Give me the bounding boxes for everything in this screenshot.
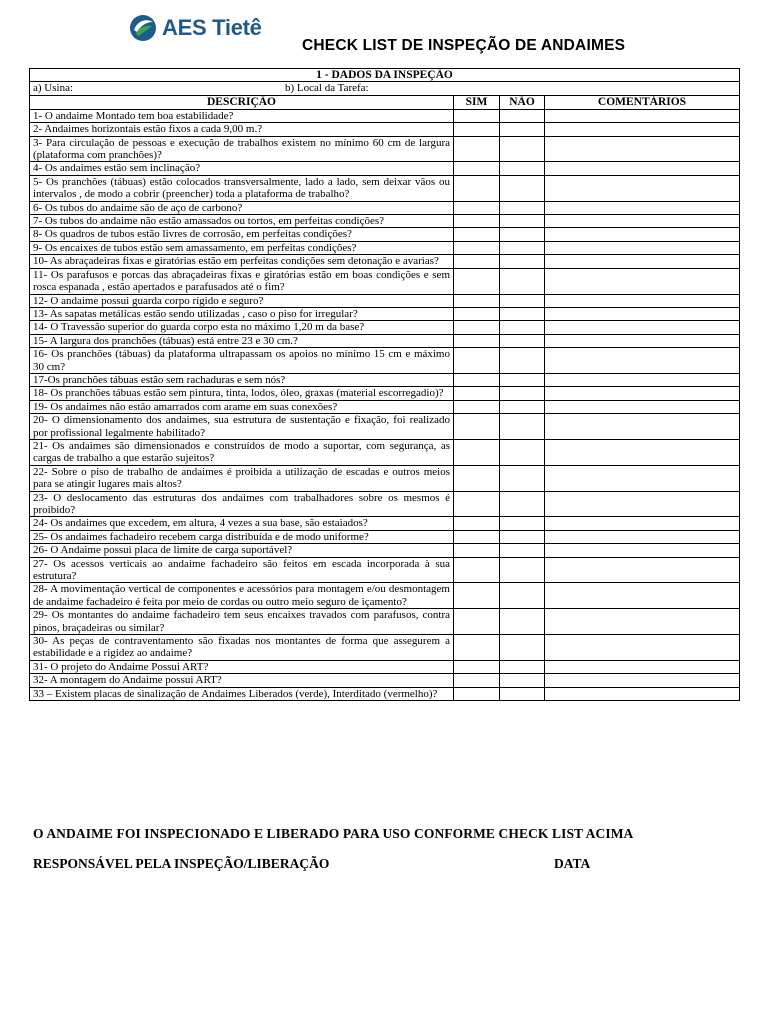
checklist-row bbox=[30, 294, 740, 307]
checklist-row bbox=[30, 373, 740, 386]
comment-cell[interactable] bbox=[545, 414, 740, 440]
nao-cell[interactable] bbox=[500, 414, 545, 440]
column-header-row bbox=[30, 95, 740, 109]
comment-cell[interactable] bbox=[545, 109, 740, 122]
item-description: 13- As sapatas metálicas estão sendo utilizadas , caso o piso for irregular? bbox=[30, 307, 454, 320]
sim-cell[interactable] bbox=[454, 268, 500, 294]
nao-cell[interactable] bbox=[500, 162, 545, 175]
responsavel-label: RESPONSÁVEL PELA INSPEÇÃO/LIBERAÇÃO bbox=[33, 856, 330, 871]
item-description: 4- Os andaimes estão sem inclinação? bbox=[30, 162, 454, 175]
sim-cell[interactable] bbox=[454, 439, 500, 465]
comment-cell[interactable] bbox=[545, 268, 740, 294]
checklist-row bbox=[30, 517, 740, 530]
checklist-row bbox=[30, 334, 740, 347]
sim-cell[interactable] bbox=[454, 557, 500, 583]
sim-cell[interactable] bbox=[454, 583, 500, 609]
item-description: 23- O deslocamento das estruturas dos andaimes com trabalhadores sobre os mesmos é proibido? bbox=[30, 491, 454, 517]
sim-cell[interactable] bbox=[454, 674, 500, 687]
nao-cell[interactable] bbox=[500, 175, 545, 201]
comment-cell[interactable] bbox=[545, 307, 740, 320]
checklist-row bbox=[30, 162, 740, 175]
comment-cell[interactable] bbox=[545, 674, 740, 687]
sim-cell[interactable] bbox=[454, 123, 500, 136]
checklist-row bbox=[30, 215, 740, 228]
checklist-row bbox=[30, 544, 740, 557]
nao-cell[interactable] bbox=[500, 674, 545, 687]
nao-cell[interactable] bbox=[500, 517, 545, 530]
sim-cell[interactable] bbox=[454, 294, 500, 307]
sim-cell[interactable] bbox=[454, 491, 500, 517]
item-description: 16- Os pranchões (tábuas) da plataforma ultrapassam os apoios no mínimo 15 cm e máximo 30 cm? bbox=[30, 348, 454, 374]
company-logo bbox=[128, 10, 262, 46]
sim-cell[interactable] bbox=[454, 255, 500, 268]
item-description: 32- A montagem do Andaime possui ART? bbox=[30, 674, 454, 687]
item-description: 3- Para circulação de pessoas e execução de trabalhos existem no mínimo 60 cm de largura (plataforma com pranchões)? bbox=[30, 136, 454, 162]
checklist-row bbox=[30, 175, 740, 201]
item-description: 11- Os parafusos e porcas das abraçadeiras fixas e giratórias estão em boas condições e sem rosca espanada , estão apertados e parafusados até o fim? bbox=[30, 268, 454, 294]
item-description: 28- A movimentação vertical de componentes e acessórios para montagem e/ou desmontagem de andaime fachadeiro é feita por meio de cordas ou outro meio seguro de içamento? bbox=[30, 583, 454, 609]
comment-cell[interactable] bbox=[545, 123, 740, 136]
comment-cell[interactable] bbox=[545, 373, 740, 386]
item-description: 9- Os encaixes de tubos estão sem amassamento, em perfeitas condições? bbox=[30, 241, 454, 254]
item-description: 21- Os andaimes são dimensionados e construídos de modo a suportar, com segurança, as cargas de trabalho a que estarão sujeitos? bbox=[30, 439, 454, 465]
comment-cell[interactable] bbox=[545, 228, 740, 241]
item-description: 25- Os andaimes fachadeiro recebem carga distribuída e de modo uniforme? bbox=[30, 530, 454, 543]
item-description: 30- As peças de contraventamento são fixadas nos montantes de forma que assegurem a estabilidade e a rigidez ao andaime? bbox=[30, 635, 454, 661]
comment-cell[interactable] bbox=[545, 609, 740, 635]
checklist-row bbox=[30, 400, 740, 413]
checklist-row bbox=[30, 136, 740, 162]
comment-cell[interactable] bbox=[545, 201, 740, 214]
comment-cell[interactable] bbox=[545, 583, 740, 609]
nao-cell[interactable] bbox=[500, 109, 545, 122]
checklist-row bbox=[30, 635, 740, 661]
aes-logo-icon bbox=[128, 13, 158, 43]
sim-cell[interactable] bbox=[454, 387, 500, 400]
checklist-row bbox=[30, 123, 740, 136]
item-description: 18- Os pranchões tábuas estão sem pintura, tinta, lodos, óleo, graxas (material escorregadio)? bbox=[30, 387, 454, 400]
checklist-row bbox=[30, 660, 740, 673]
sim-cell[interactable] bbox=[454, 109, 500, 122]
nao-cell[interactable] bbox=[500, 228, 545, 241]
comment-cell[interactable] bbox=[545, 348, 740, 374]
inspection-data-row bbox=[30, 82, 740, 95]
checklist-row bbox=[30, 241, 740, 254]
item-description: 6- Os tubos do andaime são de aço de carbono? bbox=[30, 201, 454, 214]
item-description: 20- O dimensionamento dos andaimes, sua estrutura de sustentação e fixação, foi realizado por profissional legalmente habilitado? bbox=[30, 414, 454, 440]
nao-cell[interactable] bbox=[500, 348, 545, 374]
sim-cell[interactable] bbox=[454, 241, 500, 254]
sim-cell[interactable] bbox=[454, 175, 500, 201]
comment-cell[interactable] bbox=[545, 491, 740, 517]
sim-cell[interactable] bbox=[454, 348, 500, 374]
checklist-row bbox=[30, 687, 740, 700]
sim-cell[interactable] bbox=[454, 334, 500, 347]
column-descricao: DESCRIÇÃO bbox=[30, 95, 454, 109]
comment-cell[interactable] bbox=[545, 321, 740, 334]
item-description: 19- Os andaimes não estão amarrados com arame em suas conexões? bbox=[30, 400, 454, 413]
nao-cell[interactable] bbox=[500, 609, 545, 635]
checklist-row bbox=[30, 255, 740, 268]
checklist-row bbox=[30, 307, 740, 320]
item-description: 26- O Andaime possui placa de limite de carga suportável? bbox=[30, 544, 454, 557]
sim-cell[interactable] bbox=[454, 215, 500, 228]
item-description: 29- Os montantes do andaime fachadeiro tem seus encaixes travados com parafusos, contra pinos, braçadeiras ou similar? bbox=[30, 609, 454, 635]
date-label: DATA bbox=[554, 856, 591, 871]
usina-label: a) Usina: bbox=[33, 82, 74, 95]
checklist-row bbox=[30, 201, 740, 214]
sim-cell[interactable] bbox=[454, 373, 500, 386]
item-description: 17-Os pranchões tábuas estão sem rachaduras e sem nós? bbox=[30, 373, 454, 386]
comment-cell[interactable] bbox=[545, 635, 740, 661]
checklist-row bbox=[30, 321, 740, 334]
checklist-row bbox=[30, 439, 740, 465]
checklist-row bbox=[30, 609, 740, 635]
inspection-checklist-table bbox=[29, 68, 740, 701]
nao-cell[interactable] bbox=[500, 268, 545, 294]
comment-cell[interactable] bbox=[545, 136, 740, 162]
nao-cell[interactable] bbox=[500, 557, 545, 583]
logo-text: AES Tietê bbox=[162, 15, 262, 40]
comment-cell[interactable] bbox=[545, 557, 740, 583]
nao-cell[interactable] bbox=[500, 215, 545, 228]
nao-cell[interactable] bbox=[500, 687, 545, 700]
sim-cell[interactable] bbox=[454, 307, 500, 320]
comment-cell[interactable] bbox=[545, 400, 740, 413]
local-label: b) Local da Tarefa: bbox=[285, 82, 369, 95]
item-description: 31- O projeto do Andaime Possui ART? bbox=[30, 660, 454, 673]
comment-cell[interactable] bbox=[545, 387, 740, 400]
nao-cell[interactable] bbox=[500, 136, 545, 162]
page-title: CHECK LIST DE INSPEÇÃO DE ANDAIMES bbox=[302, 37, 626, 54]
comment-cell[interactable] bbox=[545, 241, 740, 254]
nao-cell[interactable] bbox=[500, 544, 545, 557]
nao-cell[interactable] bbox=[500, 465, 545, 491]
nao-cell[interactable] bbox=[500, 660, 545, 673]
comment-cell[interactable] bbox=[545, 465, 740, 491]
sim-cell[interactable] bbox=[454, 530, 500, 543]
comment-cell[interactable] bbox=[545, 660, 740, 673]
nao-cell[interactable] bbox=[500, 373, 545, 386]
item-description: 5- Os pranchões (tábuas) estão colocados transversalmente, lado a lado, sem deixar vãos ou intervalos , de modo a cobrir (preencher) toda a plataforma de trabalho? bbox=[30, 175, 454, 201]
item-description: 12- O andaime possui guarda corpo rígido e seguro? bbox=[30, 294, 454, 307]
nao-cell[interactable] bbox=[500, 530, 545, 543]
item-description: 33 – Existem placas de sinalização de Andaimes Liberados (verde), Interditado (vermelho)? bbox=[30, 687, 454, 700]
nao-cell[interactable] bbox=[500, 123, 545, 136]
checklist-row bbox=[30, 228, 740, 241]
section-header-row bbox=[30, 69, 740, 82]
sim-cell[interactable] bbox=[454, 660, 500, 673]
comment-cell[interactable] bbox=[545, 530, 740, 543]
checklist-row bbox=[30, 674, 740, 687]
checklist-row bbox=[30, 465, 740, 491]
comment-cell[interactable] bbox=[545, 255, 740, 268]
sim-cell[interactable] bbox=[454, 687, 500, 700]
sim-cell[interactable] bbox=[454, 544, 500, 557]
nao-cell[interactable] bbox=[500, 387, 545, 400]
comment-cell[interactable] bbox=[545, 334, 740, 347]
checklist-row bbox=[30, 530, 740, 543]
nao-cell[interactable] bbox=[500, 400, 545, 413]
comment-cell[interactable] bbox=[545, 439, 740, 465]
item-description: 10- As abraçadeiras fixas e giratórias estão em perfeitas condições sem detonação e avarias? bbox=[30, 255, 454, 268]
sim-cell[interactable] bbox=[454, 162, 500, 175]
column-sim: SIM bbox=[454, 95, 500, 109]
checklist-row bbox=[30, 268, 740, 294]
checklist-row bbox=[30, 583, 740, 609]
sim-cell[interactable] bbox=[454, 400, 500, 413]
item-description: 27- Os acessos verticais ao andaime fachadeiro são feitos em escada incorporada à sua estrutura? bbox=[30, 557, 454, 583]
nao-cell[interactable] bbox=[500, 321, 545, 334]
sim-cell[interactable] bbox=[454, 414, 500, 440]
nao-cell[interactable] bbox=[500, 201, 545, 214]
comment-cell[interactable] bbox=[545, 544, 740, 557]
nao-cell[interactable] bbox=[500, 491, 545, 517]
item-description: 8- Os quadros de tubos estão livres de corrosão, em perfeitas condições? bbox=[30, 228, 454, 241]
sim-cell[interactable] bbox=[454, 136, 500, 162]
item-description: 2- Andaimes horizontais estão fixos a cada 9,00 m.? bbox=[30, 123, 454, 136]
inspection-statement: O ANDAIME FOI INSPECIONADO E LIBERADO PARA USO CONFORME CHECK LIST ACIMA bbox=[33, 826, 634, 841]
item-description: 7- Os tubos do andaime não estão amassados ou tortos, em perfeitas condições? bbox=[30, 215, 454, 228]
nao-cell[interactable] bbox=[500, 255, 545, 268]
section-title: 1 - DADOS DA INSPEÇÃO bbox=[30, 69, 740, 82]
checklist-row bbox=[30, 491, 740, 517]
nao-cell[interactable] bbox=[500, 241, 545, 254]
item-description: 24- Os andaimes que excedem, em altura, 4 vezes a sua base, são estaiados? bbox=[30, 517, 454, 530]
sim-cell[interactable] bbox=[454, 465, 500, 491]
checklist-row bbox=[30, 387, 740, 400]
item-description: 22- Sobre o piso de trabalho de andaimes é proibida a utilização de escadas e outros meios para se atingir lugares mais altos? bbox=[30, 465, 454, 491]
nao-cell[interactable] bbox=[500, 294, 545, 307]
sim-cell[interactable] bbox=[454, 201, 500, 214]
item-description: 15- A largura dos pranchões (tábuas) está entre 23 e 30 cm.? bbox=[30, 334, 454, 347]
column-comentarios: COMENTÁRIOS bbox=[545, 95, 740, 109]
comment-cell[interactable] bbox=[545, 294, 740, 307]
comment-cell[interactable] bbox=[545, 215, 740, 228]
sim-cell[interactable] bbox=[454, 635, 500, 661]
sim-cell[interactable] bbox=[454, 609, 500, 635]
checklist-row bbox=[30, 348, 740, 374]
item-description: 14- O Travessão superior do guarda corpo esta no máximo 1,20 m da base? bbox=[30, 321, 454, 334]
checklist-row bbox=[30, 414, 740, 440]
comment-cell[interactable] bbox=[545, 687, 740, 700]
sim-cell[interactable] bbox=[454, 517, 500, 530]
comment-cell[interactable] bbox=[545, 162, 740, 175]
comment-cell[interactable] bbox=[545, 175, 740, 201]
checklist-row bbox=[30, 557, 740, 583]
comment-cell[interactable] bbox=[545, 517, 740, 530]
item-description: 1- O andaime Montado tem boa estabilidade? bbox=[30, 109, 454, 122]
checklist-row bbox=[30, 109, 740, 122]
nao-cell[interactable] bbox=[500, 635, 545, 661]
sim-cell[interactable] bbox=[454, 321, 500, 334]
nao-cell[interactable] bbox=[500, 334, 545, 347]
column-nao: NÃO bbox=[500, 95, 545, 109]
nao-cell[interactable] bbox=[500, 307, 545, 320]
sim-cell[interactable] bbox=[454, 228, 500, 241]
nao-cell[interactable] bbox=[500, 583, 545, 609]
nao-cell[interactable] bbox=[500, 439, 545, 465]
